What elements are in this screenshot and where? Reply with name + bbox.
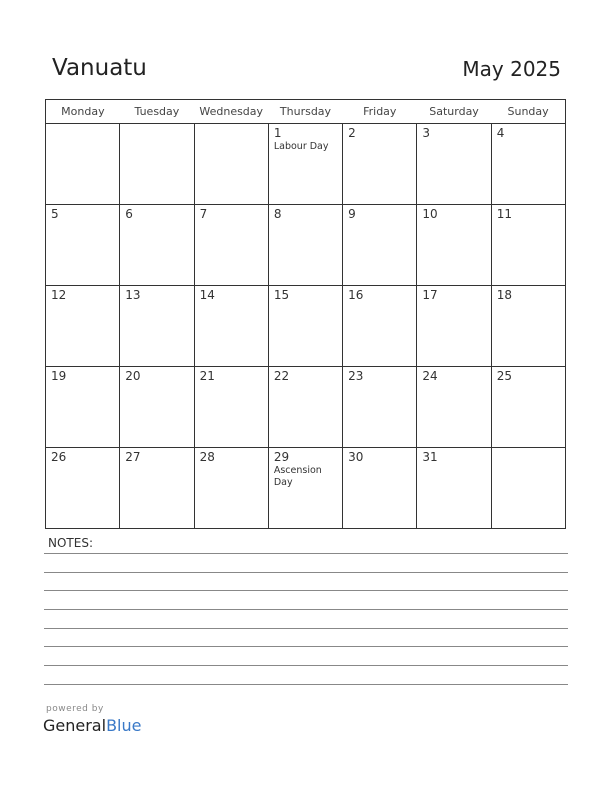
weekday-header: Friday <box>343 100 417 124</box>
notes-line <box>44 553 568 554</box>
logo-blue-text: Blue <box>106 716 142 735</box>
notes-line <box>44 628 568 629</box>
day-cell <box>417 448 491 529</box>
day-number: 26 <box>51 450 67 464</box>
day-number: 22 <box>273 369 290 383</box>
logo-general-text: General <box>43 716 107 735</box>
day-cell <box>194 124 268 205</box>
week-row <box>46 286 566 367</box>
week-row <box>46 367 566 448</box>
day-number: 14 <box>199 288 215 302</box>
calendar-grid <box>45 99 566 529</box>
day-cell <box>343 367 417 448</box>
month-title: May 2025 <box>462 57 561 81</box>
day-number: 23 <box>348 369 364 383</box>
country-title: Vanuatu <box>52 55 147 81</box>
day-cell <box>46 205 120 286</box>
day-number: 5 <box>51 207 59 221</box>
day-cell <box>268 367 342 448</box>
day-cell <box>417 205 491 286</box>
powered-by-label: powered by <box>46 704 104 714</box>
day-cell <box>194 367 268 448</box>
day-number: 30 <box>348 450 364 464</box>
day-cell <box>491 367 565 448</box>
day-number: 6 <box>125 207 133 221</box>
notes-label: NOTES: <box>48 536 93 550</box>
day-cell <box>417 286 491 367</box>
weekday-header-row <box>46 100 566 124</box>
week-row <box>46 205 566 286</box>
day-number: 20 <box>125 369 141 383</box>
day-number: 2 <box>348 126 356 140</box>
day-number: 29 <box>273 450 290 464</box>
week-row <box>46 448 566 529</box>
day-cell <box>46 448 120 529</box>
day-cell <box>46 124 120 205</box>
notes-line <box>44 646 568 647</box>
day-cell <box>194 448 268 529</box>
day-cell <box>491 286 565 367</box>
day-number: 13 <box>125 288 141 302</box>
day-cell <box>417 367 491 448</box>
day-cell <box>343 205 417 286</box>
day-cell <box>194 286 268 367</box>
day-number: 18 <box>496 288 512 302</box>
notes-line <box>44 665 568 666</box>
day-cell <box>120 448 194 529</box>
holiday-label: Ascension Day <box>273 465 322 488</box>
generalblue-logo <box>43 716 141 735</box>
weekday-header: Monday <box>46 100 120 124</box>
weekday-header: Sunday <box>491 100 565 124</box>
day-number: 1 <box>273 126 282 140</box>
notes-line <box>44 572 568 573</box>
day-number: 16 <box>348 288 364 302</box>
day-cell <box>343 124 417 205</box>
notes-line <box>44 609 568 610</box>
day-number: 17 <box>422 288 438 302</box>
day-number: 12 <box>51 288 67 302</box>
day-number: 9 <box>348 207 356 221</box>
holiday-label: Labour Day <box>273 141 329 152</box>
day-cell <box>120 124 194 205</box>
weekday-header: Thursday <box>268 100 342 124</box>
day-cell <box>268 124 342 205</box>
weekday-header: Saturday <box>417 100 491 124</box>
day-cell <box>343 448 417 529</box>
day-number: 8 <box>273 207 282 221</box>
week-row <box>46 124 566 205</box>
day-number: 4 <box>496 126 505 140</box>
day-cell <box>194 205 268 286</box>
weekday-header: Wednesday <box>194 100 268 124</box>
day-cell <box>268 286 342 367</box>
day-number: 15 <box>273 288 290 302</box>
day-number: 27 <box>125 450 141 464</box>
day-cell <box>268 205 342 286</box>
day-cell <box>417 124 491 205</box>
day-number: 25 <box>496 369 512 383</box>
day-number: 3 <box>422 126 431 140</box>
day-cell <box>120 286 194 367</box>
day-number: 24 <box>422 369 438 383</box>
day-cell <box>491 124 565 205</box>
weekday-header: Tuesday <box>120 100 194 124</box>
day-number: 10 <box>422 207 438 221</box>
day-number: 28 <box>199 450 215 464</box>
day-cell <box>491 205 565 286</box>
day-number: 19 <box>51 369 67 383</box>
day-number: 21 <box>199 369 215 383</box>
notes-line <box>44 590 568 591</box>
day-cell <box>268 448 342 529</box>
day-cell <box>46 286 120 367</box>
day-number: 7 <box>199 207 208 221</box>
day-cell <box>343 286 417 367</box>
day-cell <box>120 367 194 448</box>
day-number: 11 <box>496 207 512 221</box>
day-cell <box>120 205 194 286</box>
day-number: 31 <box>422 450 438 464</box>
day-cell <box>46 367 120 448</box>
day-cell <box>491 448 565 529</box>
notes-line <box>44 684 568 685</box>
